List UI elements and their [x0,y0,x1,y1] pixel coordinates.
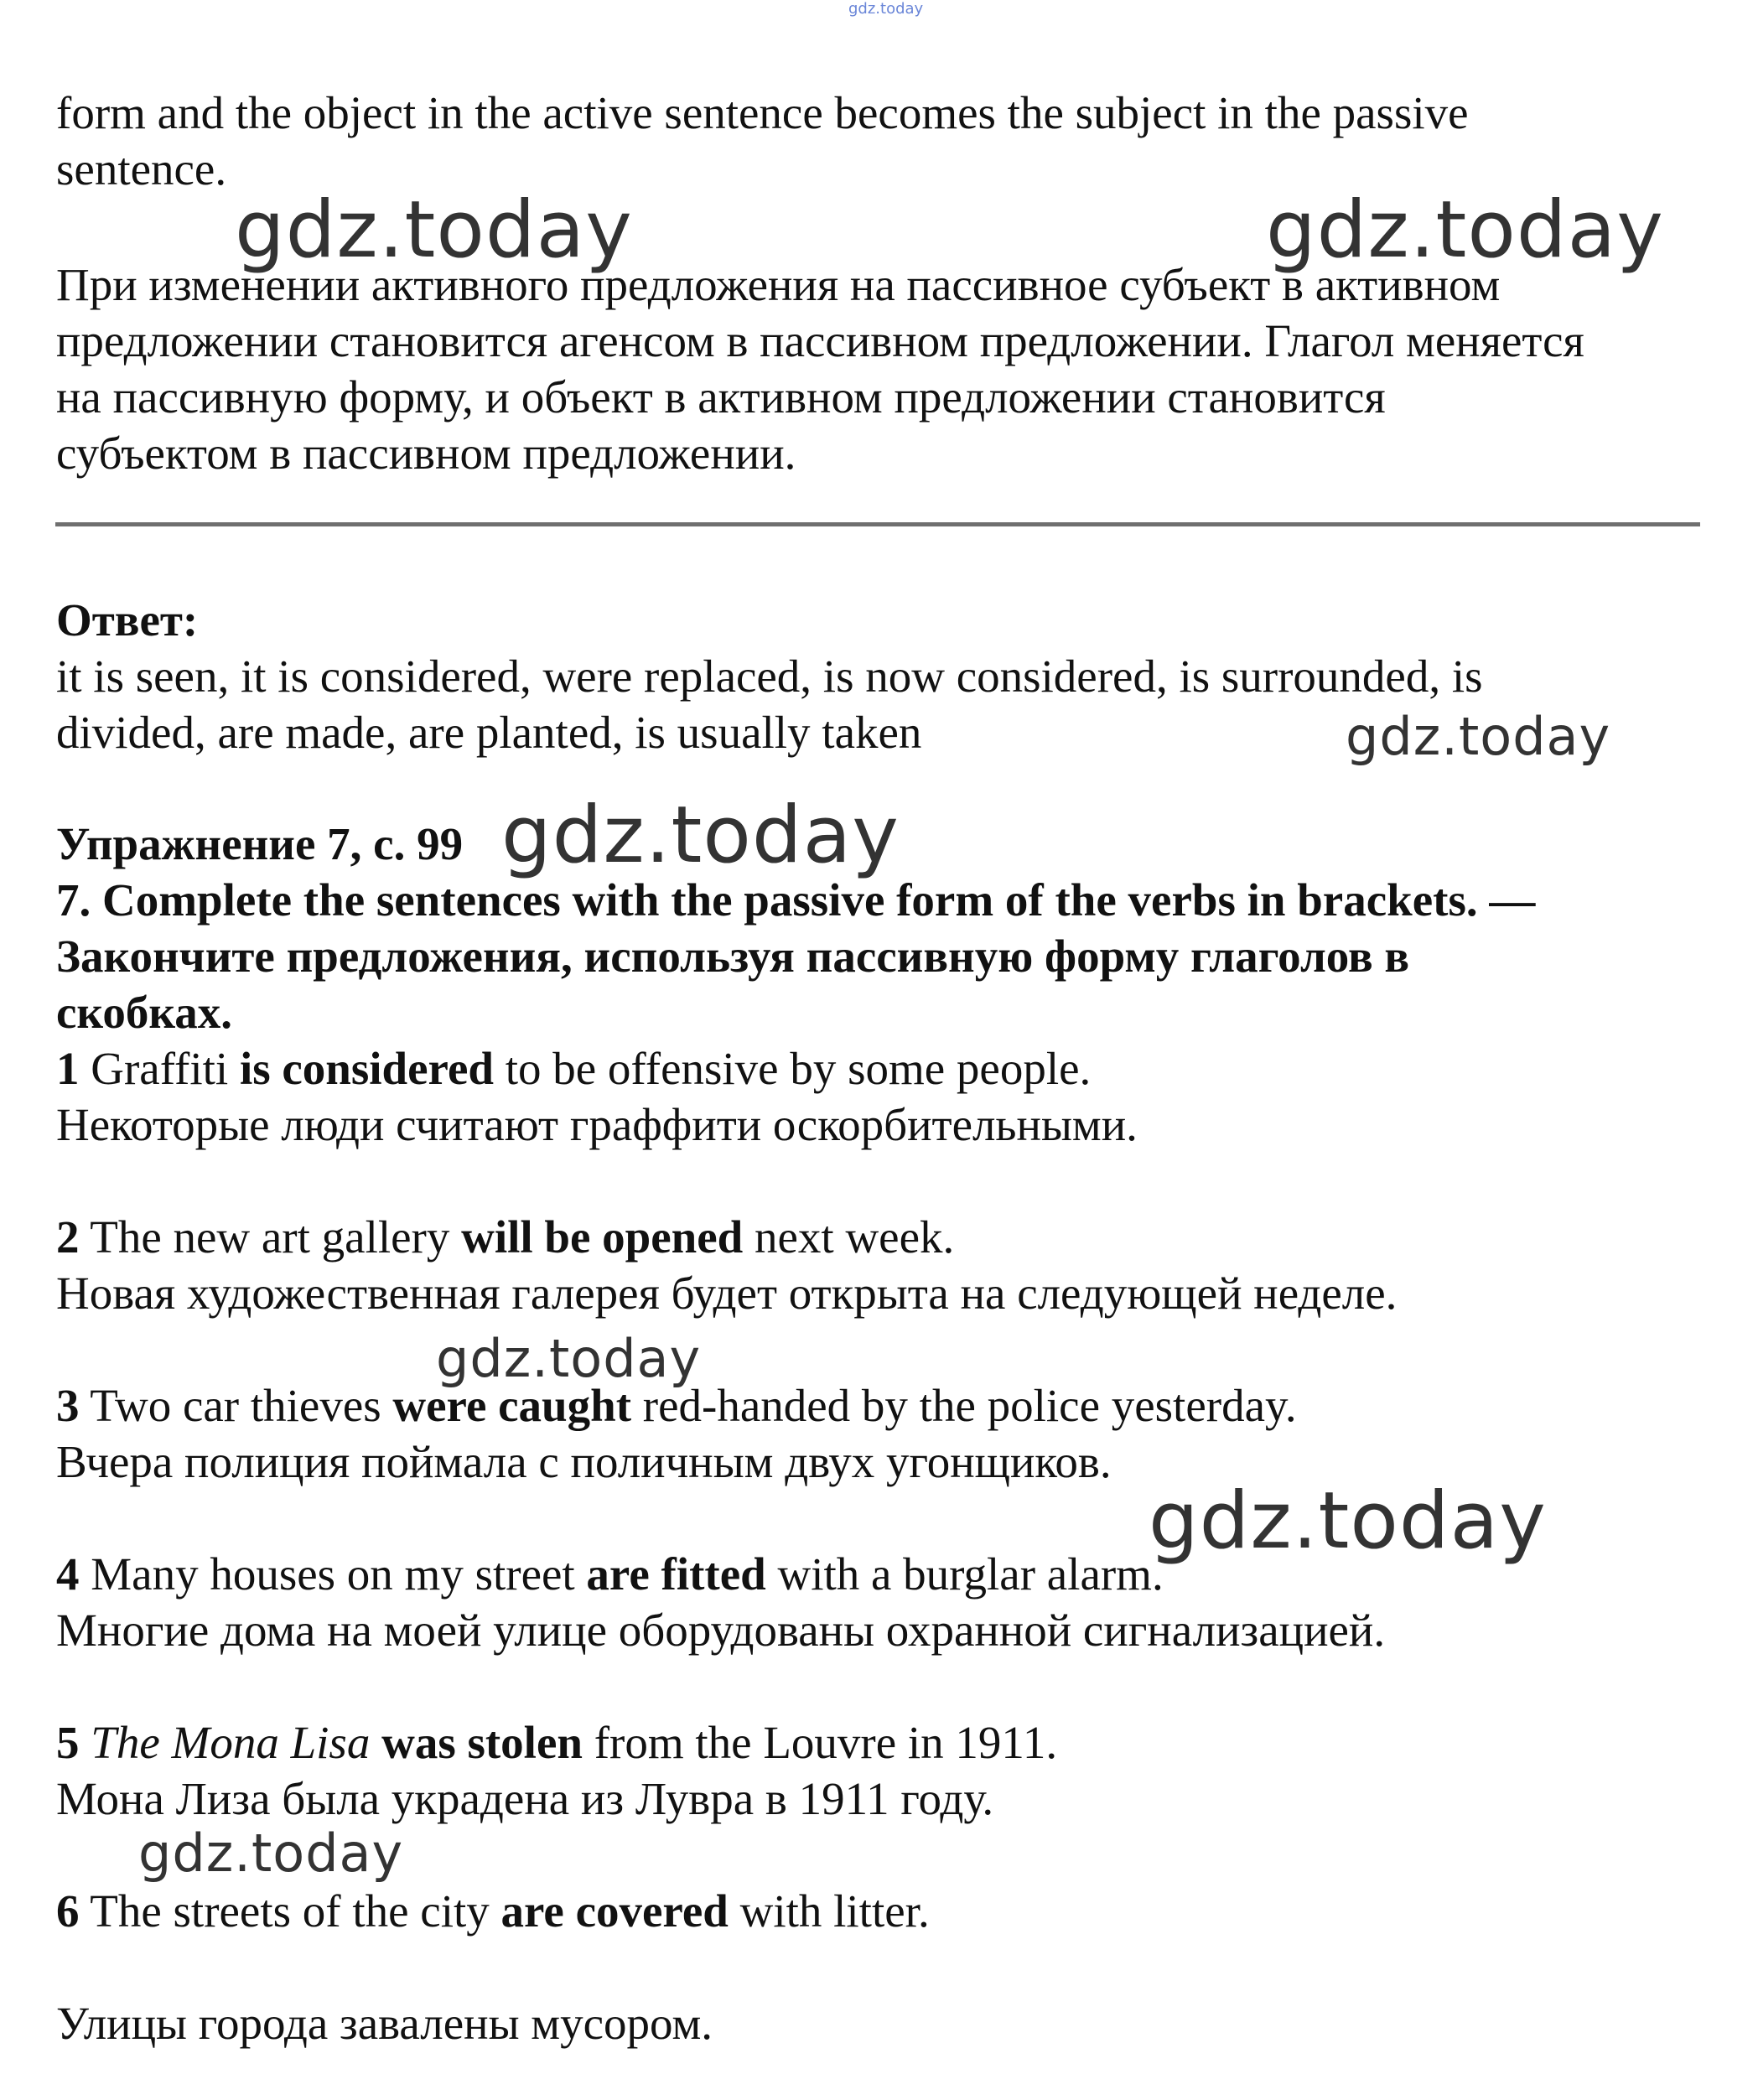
item-text-before: Many houses on my street [79,1548,587,1600]
item-italic-title: The Mona Lisa [91,1717,371,1768]
item-2-translation: Новая художественная галерея будет открыта на следующей неделе. [56,1268,1398,1319]
item-text-after: from the Louvre in 1911. [582,1717,1058,1768]
item-number: 5 [56,1717,80,1768]
top-watermark: gdz.today [848,0,924,18]
item-text-before: The new art gallery [79,1211,462,1263]
item-number: 1 [56,1043,80,1094]
item-answer-verb: will be opened [461,1211,744,1263]
watermark: gdz.today [501,790,900,881]
answer-line-2: divided, are made, are planted, is usually taken [56,707,922,758]
answer-line-1: it is seen, it is considered, were replaced, is now considered, is surrounded, is [56,651,1483,702]
watermark: gdz.today [1346,706,1611,767]
item-answer-verb: were caught [392,1380,632,1431]
watermark: gdz.today [138,1823,404,1884]
intro-en-line-2: sentence. [56,143,227,194]
item-1-translation: Некоторые люди считают граффити оскорбительными. [56,1099,1138,1150]
watermark: gdz.today [1266,184,1664,276]
item-3-translation: Вчера полиция поймала с поличным двух угонщиков. [56,1436,1112,1487]
item-5-sentence [56,1715,1057,1771]
section-divider [55,522,1700,526]
item-text-before: Two car thieves [79,1380,393,1431]
item-text-after: with litter. [728,1885,930,1937]
item-6-sentence [56,1884,930,1939]
item-text-before: The streets of the city [79,1885,501,1937]
item-number: 6 [56,1885,80,1937]
item-4-sentence [56,1547,1164,1602]
answer-heading: Ответ: [56,594,199,646]
item-text-before: Graffiti [79,1043,240,1094]
item-number: 3 [56,1380,80,1431]
item-4-translation: Многие дома на моей улице оборудованы охранной сигнализацией. [56,1605,1386,1656]
task-line-2: Закончите предложения, используя пассивную форму глаголов в [56,931,1410,982]
item-text-before [80,1717,91,1768]
item-answer-verb: was stolen [381,1717,583,1768]
item-number: 4 [56,1548,80,1600]
task-line-3: скобках. [56,987,232,1038]
intro-ru-line-3: на пассивную форму, и объект в активном предложении становится [56,371,1386,423]
item-5-translation: Мона Лиза была украдена из Лувра в 1911 году. [56,1773,994,1824]
intro-ru-line-4: субъектом в пассивном предложении. [56,428,796,479]
exercise-heading: Упражнение 7, с. 99 [56,818,464,869]
intro-en-line-1: form and the object in the active sentence becomes the subject in the passive [56,87,1469,138]
item-answer-verb: are covered [500,1885,729,1937]
item-6-translation: Улицы города завалены мусором. [56,1998,713,2049]
item-answer-verb: are fitted [586,1548,766,1600]
watermark: gdz.today [235,184,633,276]
item-text-after: to be offensive by some people. [493,1043,1092,1094]
intro-ru-line-1: При изменении активного предложения на пассивное субъект в активном [56,259,1501,310]
item-number: 2 [56,1211,80,1263]
item-1-sentence [56,1041,1091,1097]
item-2-sentence [56,1210,954,1265]
intro-ru-line-2: предложении становится агенсом в пассивном предложении. Глагол меняется [56,315,1584,366]
item-text-after: next week. [743,1211,955,1263]
item-text-after: with a burglar alarm. [765,1548,1164,1600]
item-answer-verb: is considered [239,1043,494,1094]
watermark: gdz.today [1149,1475,1547,1567]
item-text-after: red-handed by the police yesterday. [631,1380,1297,1431]
task-line-1: 7. Complete the sentences with the passive form of the verbs in brackets. — [56,874,1536,926]
watermark: gdz.today [436,1328,702,1389]
